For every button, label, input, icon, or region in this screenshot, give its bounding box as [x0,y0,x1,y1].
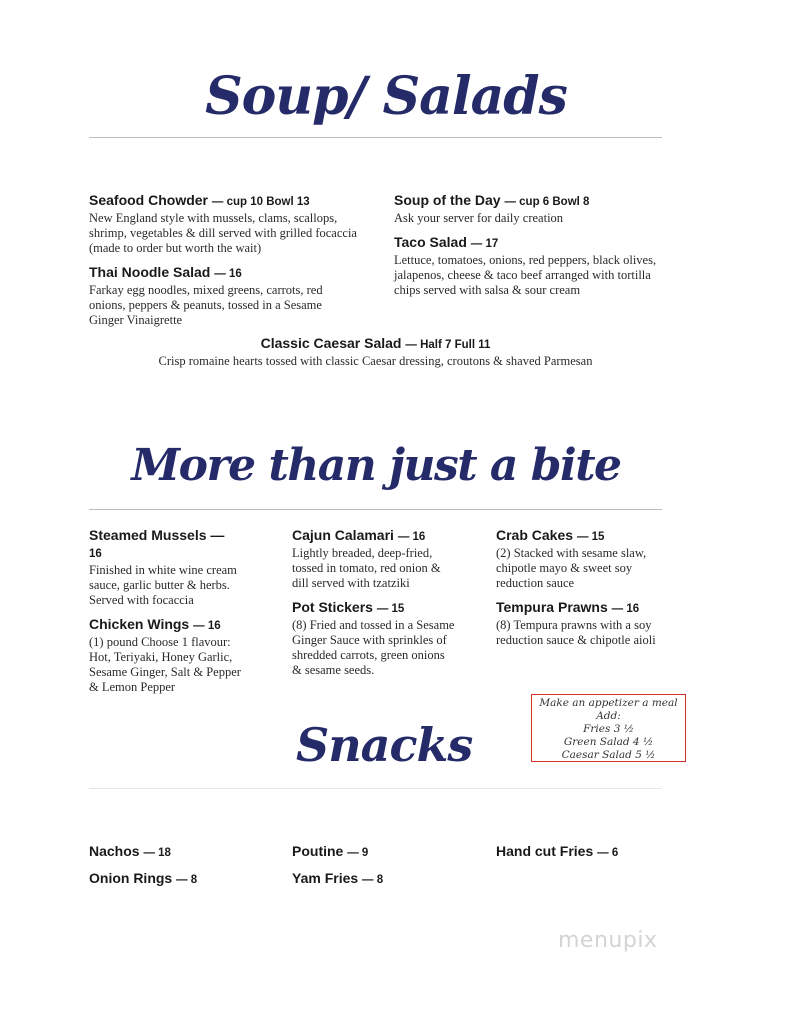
addon-line: Green Salad 4 ½ [563,736,654,748]
item-name: Seafood Chowder [89,192,209,208]
item-price: — cup 6 Bowl 8 [504,196,590,208]
menu-item-nachos [89,843,171,862]
item-price: — 6 [597,847,619,859]
menu-item-crab-cakes [496,527,661,591]
item-price: — 16 [214,268,242,280]
menu-item-steamed-mussels [89,527,249,608]
bites-heading: More than just a bite [131,440,621,491]
menu-item-soup-of-the-day [394,192,664,226]
item-name: Yam Fries [292,870,359,886]
item-price: — 18 [143,847,171,859]
addon-line: Add: [596,710,621,722]
item-name: Tempura Prawns [496,599,608,615]
item-name: Crab Cakes [496,527,574,543]
item-price: — Half 7 Full 11 [405,339,491,351]
item-price: — cup 10 Bowl 13 [211,196,310,208]
menu-item-yam-fries [292,870,383,889]
item-description: Farkay egg noodles, mixed greens, carrots, red onions, peppers & peanuts, tossed in a Sesame Ginger Vinaigrette [89,283,323,327]
item-price: — 8 [176,874,198,886]
item-price: 16 [89,548,102,560]
menu-item-poutine [292,843,368,862]
item-price: — 17 [470,238,499,250]
item-description: (8) Fried and tossed in a Sesame Ginger Sauce with sprinkles of shredded carrots, green onions & sesame seeds. [292,618,455,677]
item-price: — 9 [347,847,369,859]
item-description: Lightly breaded, deep-fried, tossed in tomato, red onion & dill served with tzatziki [292,546,441,590]
item-name: Cajun Calamari [292,527,394,543]
menu-item-pot-stickers [292,599,457,678]
item-description: Ask your server for daily creation [394,211,564,225]
item-price: — 16 [611,603,640,615]
item-name: Taco Salad [394,234,467,250]
divider [89,137,662,138]
item-name: Soup of the Day [394,192,501,208]
item-price: — 8 [362,874,384,886]
item-price: — 16 [193,620,221,632]
item-name: Thai Noodle Salad [89,264,211,280]
item-description: Lettuce, tomatoes, onions, red peppers, black olives, jalapenos, cheese & taco beef arranged with tortilla chips served with salsa & sour cream [394,253,657,297]
item-description: Crisp romaine hearts tossed with classic Caesar dressing, croutons & shaved Parmesan [158,354,593,368]
item-name: Nachos [89,843,140,859]
item-name: Hand cut Fries [496,843,594,859]
item-description: (2) Stacked with sesame slaw, chipotle mayo & sweet soy reduction sauce [496,546,647,590]
item-price: — 15 [376,603,405,615]
divider [89,788,662,789]
menu-item-hand-cut-fries [496,843,618,862]
addon-line: Fries 3 ½ [583,723,634,735]
menu-item-onion-rings [89,870,197,889]
menupix-watermark: menupix [558,928,658,953]
menu-item-chicken-wings [89,616,249,695]
menu-item-taco-salad [394,234,662,298]
item-name: Chicken Wings [89,616,190,632]
item-name: Onion Rings [89,870,173,886]
addon-line: Caesar Salad 5 ½ [561,749,656,761]
menu-item-tempura-prawns [496,599,656,648]
soups-heading: Soup/ Salads [205,66,567,127]
addon-line: Make an appetizer a meal [539,697,678,709]
item-name: Pot Stickers [292,599,373,615]
menu-item-classic-caesar-salad [89,335,662,369]
item-price: — 16 [397,531,426,543]
menu-item-thai-noodle-salad [89,264,347,328]
item-name: Poutine [292,843,344,859]
appetizer-meal-addon-box [531,694,686,762]
item-description: Finished in white wine cream sauce, garlic butter & herbs. Served with focaccia [89,563,237,607]
item-description: New England style with mussels, clams, scallops, shrimp, vegetables & dill served with grilled focaccia (made to order but worth the wait) [89,211,357,255]
item-description: (8) Tempura prawns with a soy reduction sauce & chipotle aioli [496,618,656,647]
snacks-heading: Snacks [296,718,473,772]
item-description: (1) pound Choose 1 flavour: Hot, Teriyaki, Honey Garlic, Sesame Ginger, Salt & Pepper & Lemon Pepper [89,635,241,694]
item-name: Steamed Mussels — [89,527,225,543]
item-name: Classic Caesar Salad [260,335,402,351]
divider [89,509,662,510]
item-price: — 15 [576,531,605,543]
menu-item-cajun-calamari [292,527,457,591]
menu-item-seafood-chowder [89,192,364,256]
